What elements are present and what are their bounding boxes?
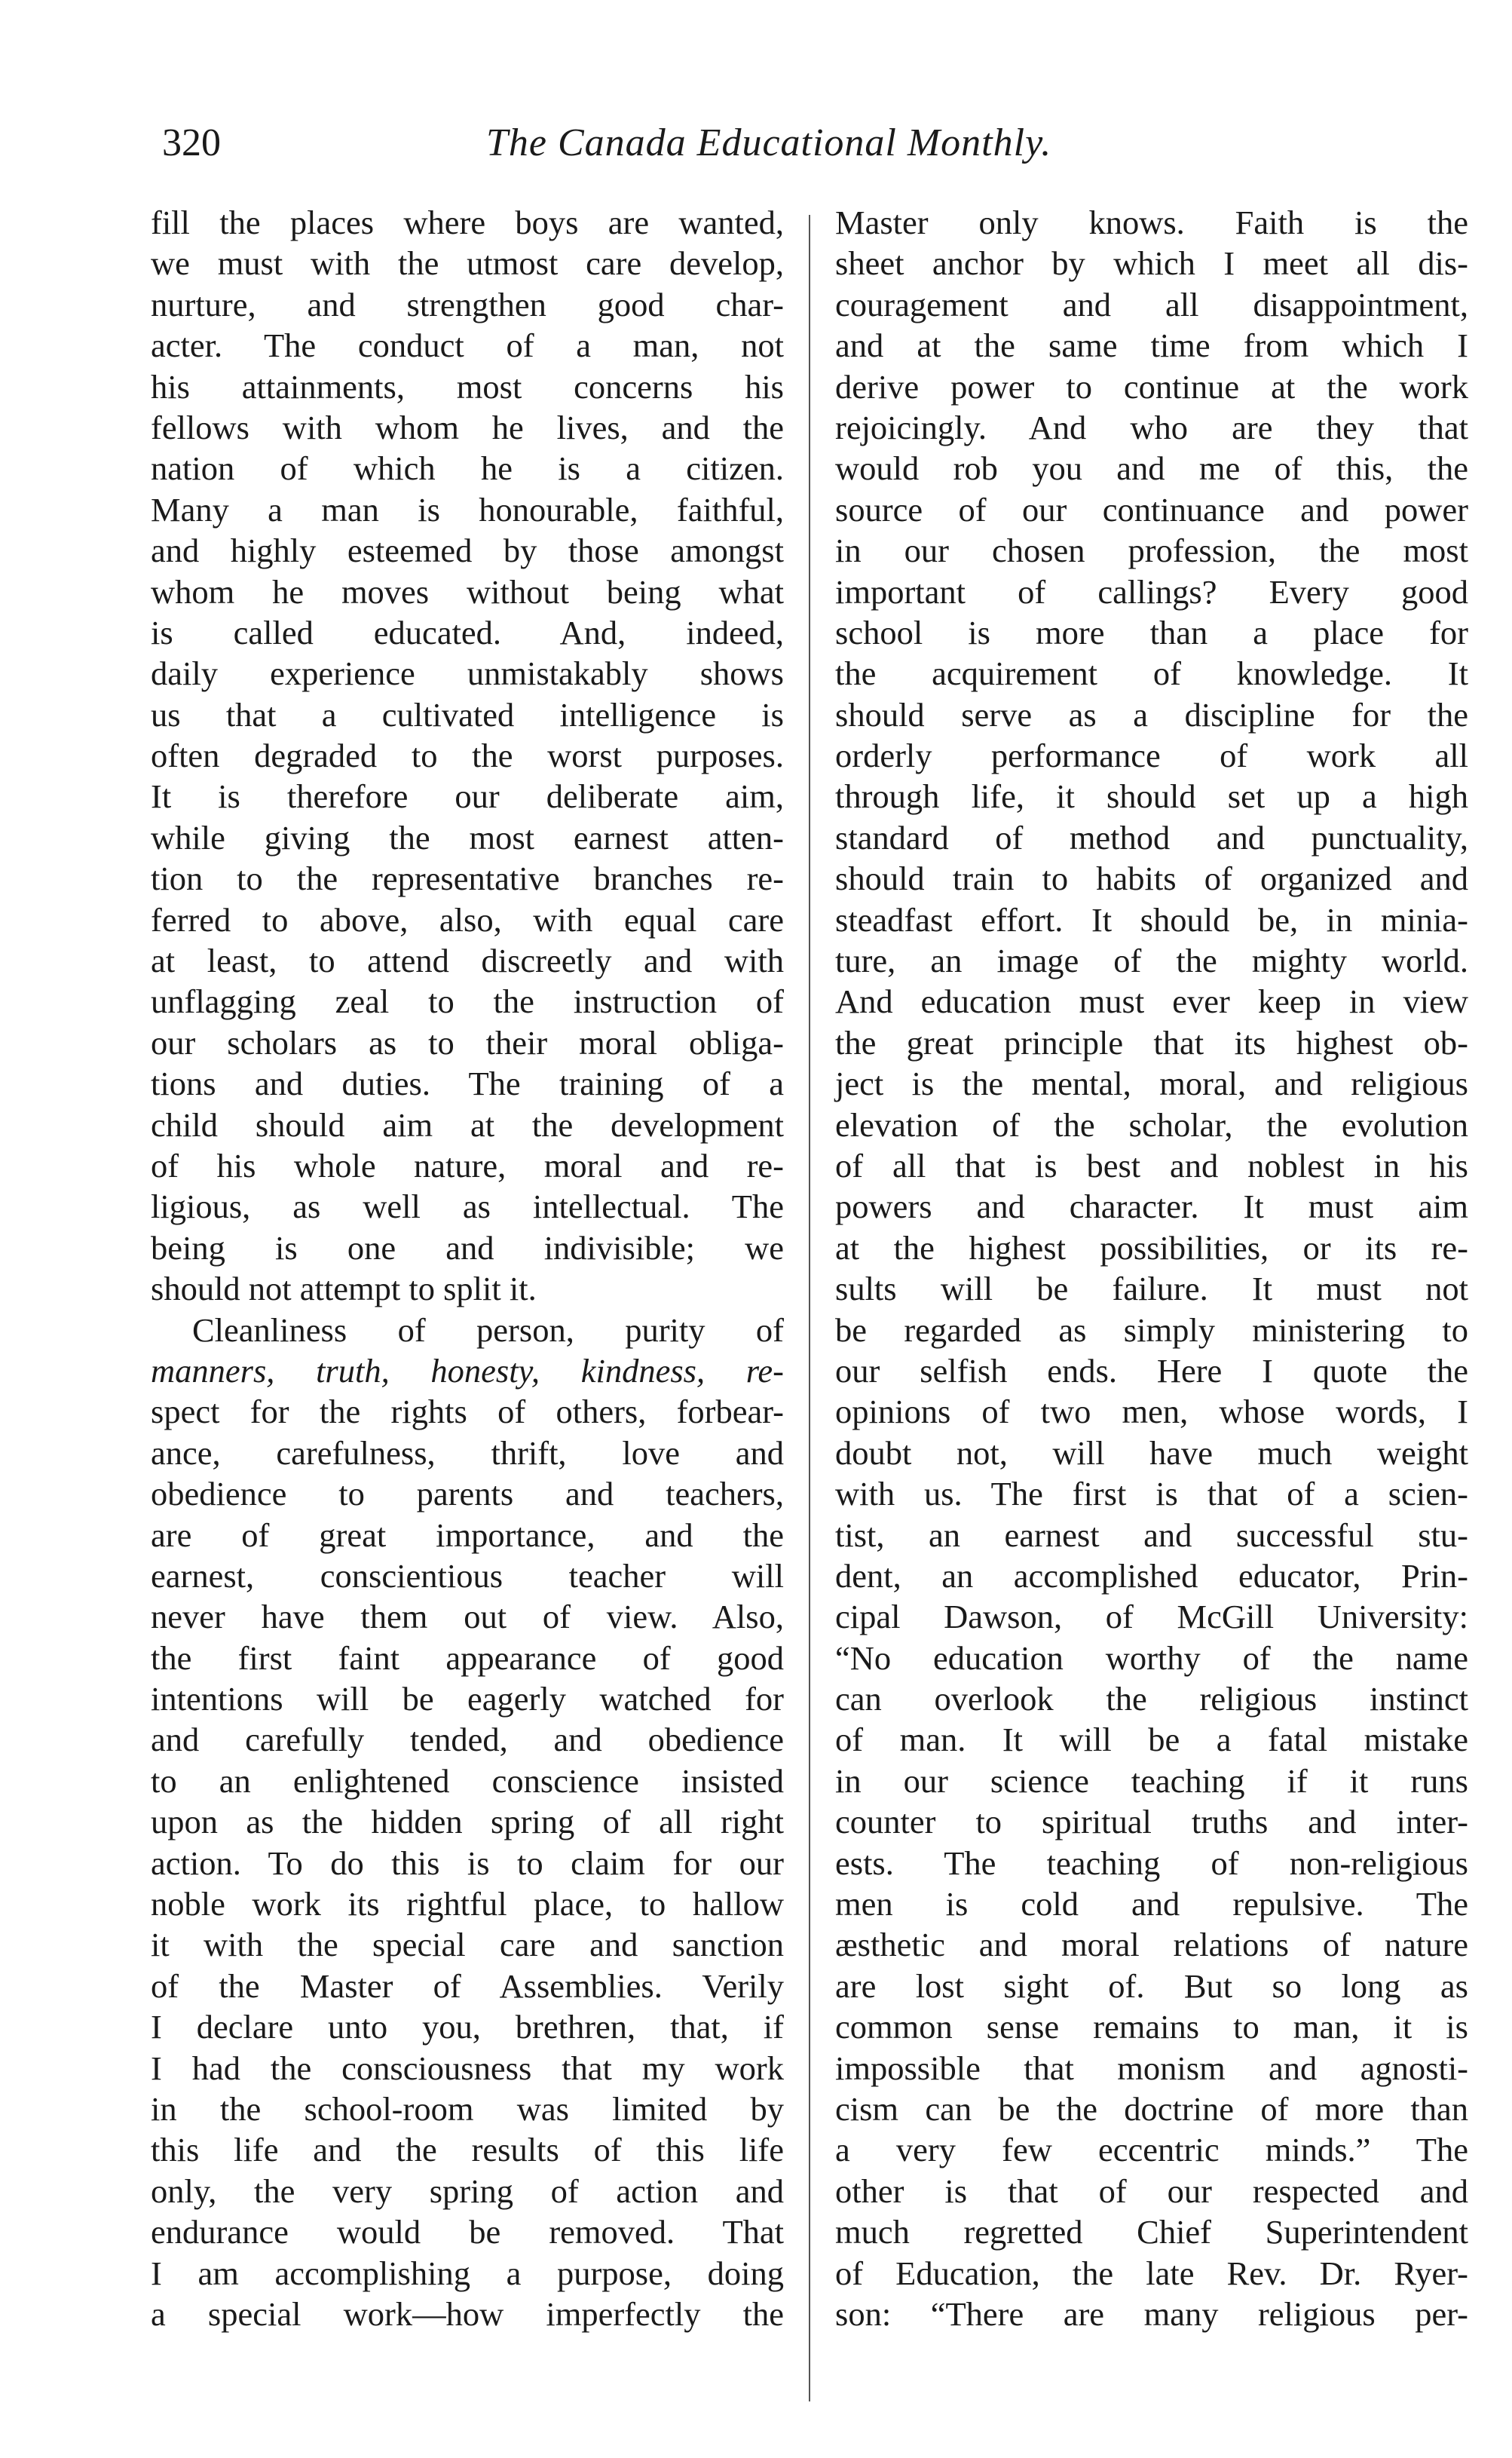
text-line: daily experience unmistakably shows bbox=[151, 654, 784, 693]
text-line: our scholars as to their moral obliga- bbox=[151, 1023, 784, 1062]
text-line: much regretted Chief Superintendent bbox=[835, 2213, 1468, 2251]
text-line: the first faint appearance of good bbox=[151, 1638, 784, 1677]
text-line: through life, it should set up a high bbox=[835, 777, 1468, 816]
text-line: intentions will be eagerly watched for bbox=[151, 1680, 784, 1718]
text-line: “No education worthy of the name bbox=[835, 1638, 1468, 1677]
text-line: a very few eccentric minds.” The bbox=[835, 2131, 1468, 2169]
right-text-column bbox=[835, 202, 1468, 2334]
text-line: be regarded as simply ministering to bbox=[835, 1310, 1468, 1349]
text-line: should serve as a discipline for the bbox=[835, 695, 1468, 734]
text-line: at the highest possibilities, or its re- bbox=[835, 1228, 1468, 1267]
text-line: with us. The first is that of a scien- bbox=[835, 1475, 1468, 1513]
text-line: men is cold and repulsive. The bbox=[835, 1885, 1468, 1923]
text-line: child should aim at the development bbox=[151, 1105, 784, 1144]
text-line: I am accomplishing a purpose, doing bbox=[151, 2254, 784, 2292]
text-line: Cleanliness of person, purity of bbox=[192, 1310, 784, 1349]
text-line: æsthetic and moral relations of nature bbox=[835, 1926, 1468, 1964]
text-line: manners, truth, honesty, kindness, re- bbox=[151, 1351, 784, 1390]
text-line: fellows with whom he lives, and the bbox=[151, 408, 784, 446]
text-line: being is one and indivisible; we bbox=[151, 1228, 784, 1267]
text-line: of man. It will be a fatal mistake bbox=[835, 1721, 1468, 1759]
text-line: noble work its rightful place, to hallow bbox=[151, 1885, 784, 1923]
text-line: can overlook the religious instinct bbox=[835, 1680, 1468, 1718]
text-line: the acquirement of knowledge. It bbox=[835, 654, 1468, 693]
text-line: his attainments, most concerns his bbox=[151, 367, 784, 406]
text-line: nation of which he is a citizen. bbox=[151, 449, 784, 488]
text-line: orderly performance of work all bbox=[835, 737, 1468, 775]
text-line: we must with the utmost care develop, bbox=[151, 244, 784, 283]
text-line: of Education, the late Rev. Dr. Ryer- bbox=[835, 2254, 1468, 2292]
text-line: spect for the rights of others, forbear- bbox=[151, 1393, 784, 1431]
text-line: impossible that monism and agnosti- bbox=[835, 2049, 1468, 2087]
text-line: only, the very spring of action and bbox=[151, 2171, 784, 2210]
text-line: never have them out of view. Also, bbox=[151, 1598, 784, 1636]
text-line: tion to the representative branches re- bbox=[151, 860, 784, 898]
text-line: nurture, and strengthen good char- bbox=[151, 285, 784, 323]
text-line: in our science teaching if it runs bbox=[835, 1761, 1468, 1800]
text-line: us that a cultivated intelligence is bbox=[151, 695, 784, 734]
column-divider bbox=[809, 215, 810, 2401]
text-line: It is therefore our deliberate aim, bbox=[151, 777, 784, 816]
text-line: And education must ever keep in view bbox=[835, 982, 1468, 1021]
text-line: sheet anchor by which I meet all dis- bbox=[835, 244, 1468, 283]
text-line: would rob you and me of this, the bbox=[835, 449, 1468, 488]
text-line: in the school-room was limited by bbox=[151, 2089, 784, 2128]
text-line: should not attempt to split it. bbox=[151, 1270, 537, 1308]
text-line: Master only knows. Faith is the bbox=[835, 204, 1468, 241]
text-line: couragement and all disappointment, bbox=[835, 285, 1468, 323]
text-line: I declare unto you, brethren, that, if bbox=[151, 2008, 784, 2046]
text-line: upon as the hidden spring of all right bbox=[151, 1803, 784, 1841]
text-line: steadfast effort. It should be, in minia- bbox=[835, 900, 1468, 939]
text-line: endurance would be removed. That bbox=[151, 2213, 784, 2251]
text-line: ests. The teaching of non-religious bbox=[835, 1844, 1468, 1882]
text-line: common sense remains to man, it is bbox=[835, 2008, 1468, 2046]
text-line: often degraded to the worst purposes. bbox=[151, 737, 784, 775]
text-line: ance, carefulness, thrift, love and bbox=[151, 1433, 784, 1472]
text-line: school is more than a place for bbox=[835, 613, 1468, 651]
text-line: Many a man is honourable, faithful, bbox=[151, 490, 784, 529]
text-line: derive power to continue at the work bbox=[835, 367, 1468, 406]
text-line: action. To do this is to claim for our bbox=[151, 1844, 784, 1882]
text-line: our selfish ends. Here I quote the bbox=[835, 1351, 1468, 1390]
text-line: earnest, conscientious teacher will bbox=[151, 1556, 784, 1595]
text-line: source of our continuance and power bbox=[835, 490, 1468, 529]
text-line: other is that of our respected and bbox=[835, 2171, 1468, 2210]
text-line: unflagging zeal to the instruction of bbox=[151, 982, 784, 1021]
text-line: of the Master of Assemblies. Verily bbox=[151, 1966, 784, 2005]
text-line: whom he moves without being what bbox=[151, 572, 784, 611]
text-line: counter to spiritual truths and inter- bbox=[835, 1803, 1468, 1841]
text-line: acter. The conduct of a man, not bbox=[151, 326, 784, 365]
text-line: I had the consciousness that my work bbox=[151, 2049, 784, 2087]
text-line: a special work—how imperfectly the bbox=[151, 2294, 784, 2333]
left-text-column bbox=[151, 202, 784, 2334]
text-line: ture, an image of the mighty world. bbox=[835, 942, 1468, 980]
text-line: fill the places where boys are wanted, bbox=[151, 204, 784, 241]
text-line: it with the special care and sanction bbox=[151, 1926, 784, 1964]
text-line: the great principle that its highest ob- bbox=[835, 1023, 1468, 1062]
text-line: son: “There are many religious per- bbox=[835, 2294, 1468, 2333]
text-line: opinions of two men, whose words, I bbox=[835, 1393, 1468, 1431]
text-line: doubt not, will have much weight bbox=[835, 1433, 1468, 1472]
text-line: ferred to above, also, with equal care bbox=[151, 900, 784, 939]
text-line: to an enlightened conscience insisted bbox=[151, 1761, 784, 1800]
text-line: standard of method and punctuality, bbox=[835, 818, 1468, 857]
text-line: of his whole nature, moral and re- bbox=[151, 1146, 784, 1185]
text-line: important of callings? Every good bbox=[835, 572, 1468, 611]
text-line: sults will be failure. It must not bbox=[835, 1270, 1468, 1308]
text-line: should train to habits of organized and bbox=[835, 860, 1468, 898]
text-line: are lost sight of. But so long as bbox=[835, 1966, 1468, 2005]
text-line: and at the same time from which I bbox=[835, 326, 1468, 365]
text-line: while giving the most earnest atten- bbox=[151, 818, 784, 857]
text-line: is called educated. And, indeed, bbox=[151, 613, 784, 651]
page-number: 320 bbox=[162, 121, 221, 164]
text-line: ject is the mental, moral, and religious bbox=[835, 1065, 1468, 1103]
text-line: of all that is best and noblest in his bbox=[835, 1146, 1468, 1185]
text-line: rejoicingly. And who are they that bbox=[835, 408, 1468, 446]
text-line: are of great importance, and the bbox=[151, 1516, 784, 1554]
text-line: and highly esteemed by those amongst bbox=[151, 532, 784, 570]
text-line: obedience to parents and teachers, bbox=[151, 1475, 784, 1513]
text-line: elevation of the scholar, the evolution bbox=[835, 1105, 1468, 1144]
text-line: and carefully tended, and obedience bbox=[151, 1721, 784, 1759]
page-header bbox=[162, 113, 1458, 173]
text-line: cism can be the doctrine of more than bbox=[835, 2089, 1468, 2128]
text-line: tist, an earnest and successful stu- bbox=[835, 1516, 1468, 1554]
text-line: tions and duties. The training of a bbox=[151, 1065, 784, 1103]
running-title: The Canada Educational Monthly. bbox=[486, 121, 1052, 164]
text-line: at least, to attend discreetly and with bbox=[151, 942, 784, 980]
text-line: ligious, as well as intellectual. The bbox=[151, 1188, 784, 1226]
text-line: powers and character. It must aim bbox=[835, 1188, 1468, 1226]
text-line: this life and the results of this life bbox=[151, 2131, 784, 2169]
text-line: in our chosen profession, the most bbox=[835, 532, 1468, 570]
text-line: cipal Dawson, of McGill University: bbox=[835, 1598, 1468, 1636]
text-line: dent, an accomplished educator, Prin- bbox=[835, 1556, 1468, 1595]
